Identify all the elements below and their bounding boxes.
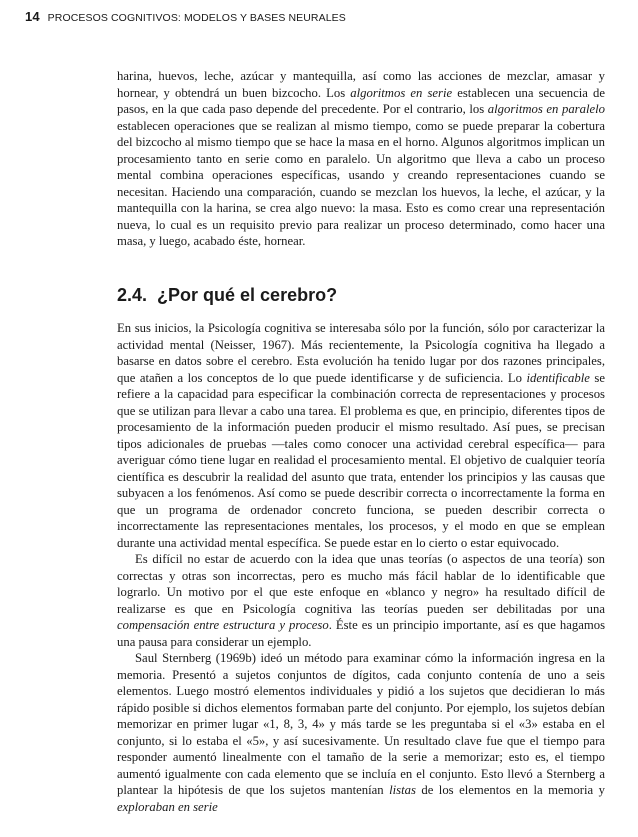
paragraph-structure-process: Es difícil no estar de acuerdo con la idea que unas teorías (o aspectos de una teoría) son correctas y otras son incorrectas, pero es mucho más fácil hablar de lo identificable que lograrlo. Un motivo por el que este enfoque en «blanco y negro» ha resultado difícil de realizarse es que en Psicología cognitiva las teorías pueden ser debilitadas por una compensación entre estructura y proceso. Éste es un principio importante, así es que hagamos una pausa para considerar un ejemplo. xyxy=(117,552,606,649)
emphasis-lists: listas xyxy=(389,783,416,797)
emphasis-parallel-algorithms: algoritmos en paralelo xyxy=(487,102,605,116)
section-number: 2.4. xyxy=(117,285,148,305)
section-title: ¿Por qué el cerebro? xyxy=(157,285,338,305)
emphasis-structure-process: compensación entre estructura y proceso xyxy=(117,618,329,632)
running-header xyxy=(25,9,625,24)
section-body xyxy=(117,320,605,815)
paragraph-algorithms: harina, huevos, leche, azúcar y mantequilla, así como las acciones de mezclar, amasar y hornear, y obtendrá un buen bizcocho. Los algoritmos en serie establecen una secuencia de pasos, en la que cada paso depende del precedente. Por el contrario, los algoritmos en paralelo establecen operaciones que se realizan al mismo tiempo, como se puede preparar la cobertura del bizcocho al mismo tiempo que se hace la masa en el horno. Algunos algoritmos implican un procesamiento tanto en serie como en paralelo. Un algoritmo que lleva a cabo un proceso mental combina operaciones específicas, usando y creando representaciones cuando se necesitan. Haciendo una comparación, cuando se mezclan los huevos, la leche, el azúcar, y la mantequilla con la harina, se crea algo nuevo: la masa. Esto es como crear una representación nueva, lo cual es un requisito previo para realizar un proceso determinado, como hacer una masa, y luego, acabado éste, hornear. xyxy=(117,69,605,248)
emphasis-identifiable: identificable xyxy=(526,370,590,385)
paragraph-identifiability: En sus inicios, la Psicología cognitiva se interesaba sólo por la función, sólo por caracterizar la actividad mental (Neisser, 1967). Más recientemente, la Psicología cognitiva ha llegado a basarse en datos sobre el cerebro. Esta evolución ha tenido lugar por dos razones principales, que atañen a los conceptos de lo que puede identificarse y de suficiencia. Lo identificable se refiere a la capacidad para especificar la combinación correcta de representaciones y procesos que se utilizan para llevar a cabo una tarea. El problema es que, en principio, diferentes tipos de procesamiento de la información pueden producir el mismo resultado. Así pues, se precisan tipos adicionales de pruebas —tales como conocer una actividad cerebral específica— para averiguar cómo tiene lugar en realidad el procesamiento mental. El objetivo de cualquier teoría científica es descubrir la realidad del asunto que trata, entender los principios y las causas que subyacen a los fenómenos. Así como se puede describir correcta o incorrectamente la forma en que un programa de ordenador concreto funciona, se pueden describir correcta o incorrectamente las representaciones mentales, los procesos, y el modo en que se emplean durante una actividad mental específica. Se puede estar en lo cierto o estar equivocado. xyxy=(117,321,605,550)
running-title: PROCESOS COGNITIVOS: MODELOS Y BASES NEURALES xyxy=(47,12,346,24)
emphasis-serial-algorithms: algoritmos en serie xyxy=(350,85,453,100)
paragraph-sternberg: Saul Sternberg (1969b) ideó un método para examinar cómo la información ingresa en la memoria. Presentó a sujetos conjuntos de dígitos, cada conjunto contenía de uno a seis elementos. Luego mostró elementos individuales y pidió a los sujetos que decidieran lo más rápido posible si dichos elementos formaban parte del conjunto. Por ejemplo, los sujetos debían memorizar en primer lugar «1, 8, 3, 4» y más tarde se les preguntaba si el «3» estaba en el conjunto, si lo estaba el «5», y así sucesivamente. Un resultado clave fue que el tiempo para responder aumentó linealmente con el tamaño de la serie a memorizar; esto es, el tiempo aumentó igualmente con cada elemento que se incluía en el conjunto. Esto llevó a Sternberg a plantear la hipótesis de que los sujetos mantenían listas de los elementos en la memoria y exploraban en serie xyxy=(117,651,605,814)
emphasis-serial-search: exploraban en serie xyxy=(117,799,218,814)
continued-paragraph-block xyxy=(117,68,605,250)
section-heading xyxy=(117,284,605,306)
page-number: 14 xyxy=(25,9,40,24)
